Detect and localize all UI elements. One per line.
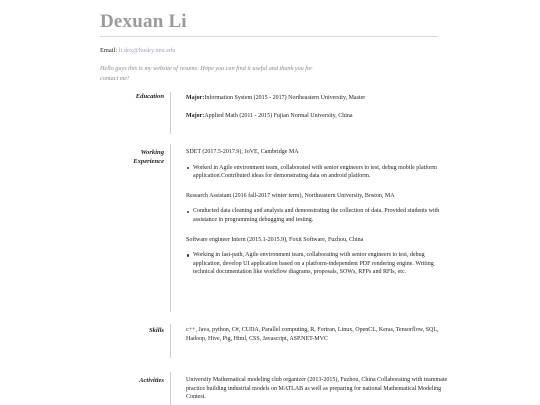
title-divider <box>100 36 438 37</box>
list-item: Conducted data cleaning and analysis and demonstrating the collection of data. Provided students with assistance in programming debugging and testing. <box>186 207 448 224</box>
experience-body <box>186 148 448 288</box>
experience-title <box>100 148 164 166</box>
major-label: Major: <box>186 95 205 101</box>
job-title: SDET (2017.5-2017.9), JoVE, Cambridge MA <box>186 149 299 155</box>
list-item: Working in fast-path, Agile environment team, collaborating with senior engineers to test, debug application, develop UI application based on a platform-independent PDF rendering engine. Writing technical documentation like workflow diagrams, proposals, SOWs, RFPs and RFIs, etc. <box>186 251 448 277</box>
email-label: Email: <box>100 47 118 54</box>
resume-header <box>100 10 440 84</box>
activities-title: Activities <box>139 377 164 384</box>
job-title: Software engineer Intern (2015.1-2015.9), Foxit Software, Fuzhou, China <box>186 236 364 243</box>
education-body <box>186 94 448 129</box>
education-title: Education <box>135 93 164 100</box>
skills-body: c++, Java, python, C#, CUDA, Parallel computing, R, Fortran, Linux, OpenCL, Keras, Tensorflow, SQL, Hadoop, Hive, Pig, Html, CSS, Javascript, ASP.NET-MVC <box>186 327 439 342</box>
job-title: Research Assistant (2016 fall-2017 winter term), Northeastern University, Boston, MA <box>186 192 395 199</box>
experience-divider <box>170 144 171 312</box>
job-bullets <box>186 164 448 181</box>
list-item: Worked in Agile environment team, collaborated with senior engineers to test, debug mobile platform application.Contributed ideas for demonstrating data on android platform. <box>186 164 448 181</box>
education-text: Applied Math (2011 - 2015) Fujian Normal University, China <box>204 112 353 119</box>
experience-title-line2: Experience <box>133 158 164 165</box>
education-item <box>186 112 448 121</box>
activities-body: University Mathematical modeling club organizer (2013-2015), Fuzhou, China Collaborating with teammate practice building industrial models on MATLAB as well as preparing for national Mathematical Modeling Contest. <box>186 377 448 401</box>
page-title: Dexuan Li <box>100 11 187 32</box>
activities-divider <box>170 372 171 405</box>
experience-title-line1: Working <box>140 149 164 156</box>
education-divider <box>170 92 171 134</box>
email-link[interactable]: li.dex@husky.neu.edu <box>118 47 176 54</box>
email-line <box>100 47 440 54</box>
job-bullets <box>186 251 448 277</box>
skills-title: Skills <box>148 327 164 334</box>
intro-text: Hello guys this is my website of resume. Hope you can find it useful and thank you for contact me! <box>100 65 313 82</box>
education-text: Information System (2015 - 2017) Northeastern University, Master <box>204 95 366 101</box>
major-label: Major: <box>186 112 205 119</box>
job-bullets <box>186 207 448 224</box>
skills-divider <box>170 324 171 358</box>
education-item <box>186 94 448 103</box>
